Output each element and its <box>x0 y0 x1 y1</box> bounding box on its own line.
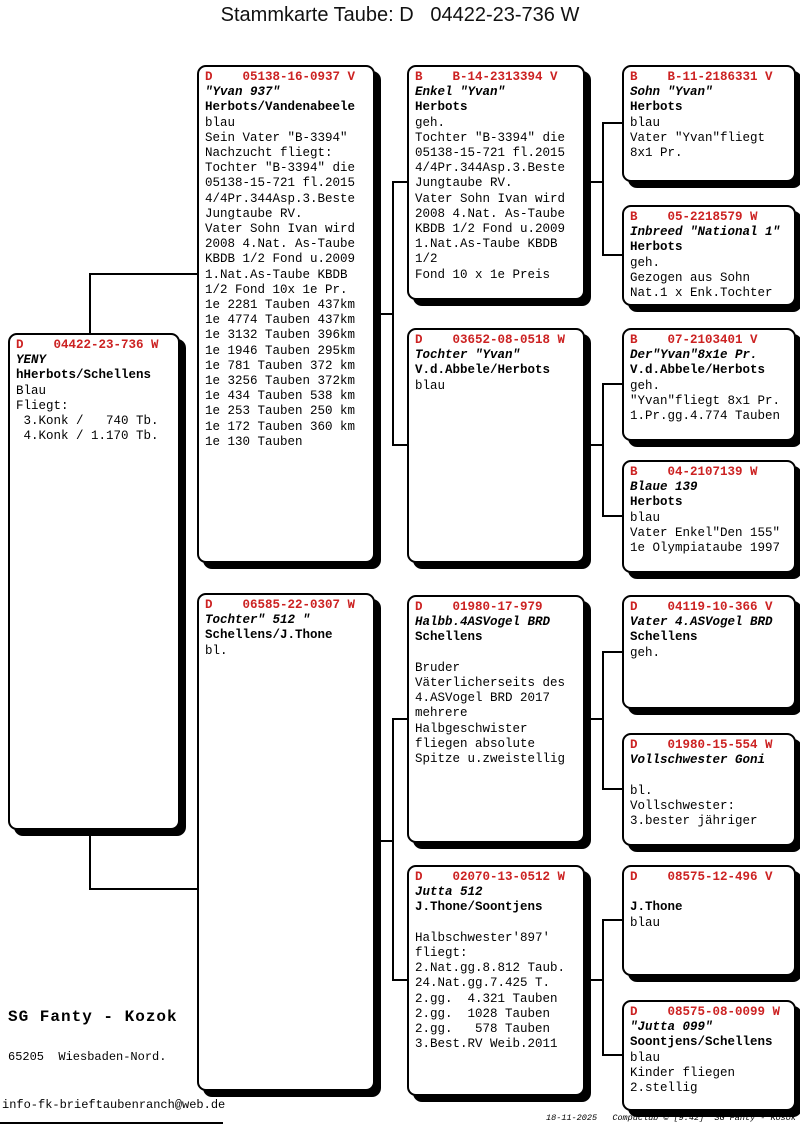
pigeon-name: YENY <box>16 353 47 368</box>
info-line: Vater Enkel"Den 155" <box>630 525 781 540</box>
info-line: 4.Konk / 1.170 Tb. <box>16 429 159 444</box>
ring-number: D 05138-16-0937 V <box>205 70 356 84</box>
info-line: 2.gg. 578 Tauben <box>415 1022 551 1037</box>
connector-line <box>89 273 197 275</box>
breeder-name <box>630 768 788 783</box>
info-line: 1e 781 Tauben 372 km <box>205 358 356 373</box>
ring-number: B 04-2107139 W <box>630 465 758 479</box>
info-line: fliegt: <box>415 946 468 961</box>
info-line <box>415 916 577 931</box>
info-line: 05138-15-721 fl.2015 <box>205 176 356 191</box>
pigeon-name: Inbreed "National 1" <box>630 225 781 240</box>
owner-address: 65205 Wiesbaden-Nord. <box>8 1050 167 1064</box>
breeder-name: Soontjens/Schellens <box>630 1035 773 1050</box>
pigeon-name: Tochter" 512 " <box>205 613 311 628</box>
info-line: Spitze u.zweistellig <box>415 752 566 767</box>
connector-line <box>602 122 622 124</box>
info-line: Fond 10 x 1e Preis <box>415 267 551 282</box>
pedigree-box-sire <box>197 65 375 563</box>
info-line: 2.Nat.gg.8.812 Taub. <box>415 961 566 976</box>
info-line: blau <box>630 1050 661 1065</box>
pedigree-box-subject <box>8 333 180 830</box>
pigeon-name: Halbb.4ASVogel BRD <box>415 615 551 630</box>
info-line: 1.Pr.gg.4.774 Tauben <box>630 409 781 424</box>
info-line: 1e 2281 Tauben 437km <box>205 298 356 313</box>
info-line: mehrere <box>415 706 468 721</box>
connector-line <box>602 651 604 790</box>
owner-email: info-fk-brieftaubenranch@web.de <box>2 1098 226 1112</box>
breeder-name: Schellens <box>630 630 698 645</box>
connector-line <box>602 788 622 790</box>
pedigree-box-sire-dam-sire <box>622 328 796 441</box>
info-line: Väterlicherseits des <box>415 676 566 691</box>
ring-number: D 06585-22-0307 W <box>205 598 356 612</box>
pedigree-box-sire-sire-dam <box>622 205 796 306</box>
breeder-name: V.d.Abbele/Herbots <box>415 363 551 378</box>
connector-line <box>392 718 407 720</box>
connector-line <box>602 383 604 517</box>
pedigree-box-dam-sire-dam <box>622 733 796 846</box>
connector-line <box>89 829 91 890</box>
info-line: Nat.1 x Enk.Tochter <box>630 286 773 301</box>
info-line: 1/2 <box>415 252 438 267</box>
info-line: 3.bester jähriger <box>630 814 758 829</box>
connector-line <box>602 919 604 1056</box>
info-line: 2.gg. 4.321 Tauben <box>415 991 558 1006</box>
ring-number: D 03652-08-0518 W <box>415 333 566 347</box>
pigeon-name <box>630 885 788 900</box>
owner-name: SG Fanty - Kozok <box>8 1008 178 1026</box>
pigeon-name: Enkel "Yvan" <box>415 85 506 100</box>
info-line: 05138-15-721 fl.2015 <box>415 146 566 161</box>
info-line: 1e 434 Tauben 538 km <box>205 389 356 404</box>
info-line: geh. <box>630 255 661 270</box>
info-line: 1e 1946 Tauben 295km <box>205 343 356 358</box>
info-line: Halbschwester'897' <box>415 930 551 945</box>
info-line: Nachzucht fliegt: <box>205 146 333 161</box>
info-line: Fliegt: <box>16 398 69 413</box>
info-line: KBDB 1/2 Fond u.2009 <box>205 252 356 267</box>
pigeon-name: Jutta 512 <box>415 885 483 900</box>
breeder-name: Herbots <box>415 100 468 115</box>
connector-line <box>89 888 197 890</box>
pigeon-name: Blaue 139 <box>630 480 698 495</box>
info-line: 2008 4.Nat. As-Taube <box>205 237 356 252</box>
info-line: geh. <box>630 378 661 393</box>
info-line: fliegen absolute <box>415 736 536 751</box>
info-line: Kinder fliegen <box>630 1065 736 1080</box>
connector-line <box>375 313 393 315</box>
connector-line <box>375 840 393 842</box>
pedigree-box-dam <box>197 593 375 1091</box>
info-line: Vater Sohn Ivan wird <box>415 191 566 206</box>
pigeon-name: Vollschwester Goni <box>630 753 766 768</box>
info-line: 2008 4.Nat. As-Taube <box>415 206 566 221</box>
info-line: "Yvan"fliegt 8x1 Pr. <box>630 393 781 408</box>
info-line: KBDB 1/2 Fond u.2009 <box>415 222 566 237</box>
pedigree-box-dam-dam <box>407 865 585 1096</box>
pigeon-name: Der"Yvan"8x1e Pr. <box>630 348 758 363</box>
ring-number: D 02070-13-0512 W <box>415 870 566 884</box>
info-line: 24.Nat.gg.7.425 T. <box>415 976 551 991</box>
breeder-name: Schellens <box>415 630 483 645</box>
connector-line <box>602 919 622 921</box>
info-line: Vater Sohn Ivan wird <box>205 222 356 237</box>
info-line: 1e Olympiataube 1997 <box>630 541 781 556</box>
info-line: Halbgeschwister <box>415 721 528 736</box>
info-line: geh. <box>415 115 446 130</box>
connector-line <box>0 1122 223 1124</box>
breeder-name: V.d.Abbele/Herbots <box>630 363 766 378</box>
connector-line <box>602 254 622 256</box>
connector-line <box>585 444 603 446</box>
pedigree-box-dam-sire <box>407 595 585 843</box>
connector-line <box>392 181 407 183</box>
info-line: Tochter "B-3394" die <box>415 130 566 145</box>
info-line: geh. <box>630 645 661 660</box>
info-line: blau <box>630 915 661 930</box>
connector-line <box>392 444 407 446</box>
info-line: bl. <box>205 643 228 658</box>
ring-number: B B-11-2186331 V <box>630 70 773 84</box>
breeder-name: Herbots/Vandenabeele <box>205 100 356 115</box>
breeder-name: Herbots <box>630 100 683 115</box>
pedigree-box-dam-dam-sire <box>622 865 796 976</box>
info-line: 3.Konk / 740 Tb. <box>16 414 159 429</box>
pigeon-name: "Jutta 099" <box>630 1020 713 1035</box>
ring-number: D 08575-08-0099 W <box>630 1005 781 1019</box>
pigeon-name: "Yvan 937" <box>205 85 281 100</box>
breeder-name: hHerbots/Schellens <box>16 368 152 383</box>
ring-number: B B-14-2313394 V <box>415 70 558 84</box>
ring-number: D 01980-17-979 <box>415 600 543 614</box>
info-line: Jungtaube RV. <box>205 206 303 221</box>
info-line: 1.Nat.As-Taube KBDB <box>415 237 558 252</box>
breeder-name: Herbots <box>630 495 683 510</box>
pedigree-box-sire-dam <box>407 328 585 563</box>
info-line: 1e 4774 Tauben 437km <box>205 313 356 328</box>
breeder-name: J.Thone <box>630 900 683 915</box>
info-line: 1e 3132 Tauben 396km <box>205 328 356 343</box>
info-line: Sein Vater "B-3394" <box>205 130 348 145</box>
breeder-name: J.Thone/Soontjens <box>415 900 543 915</box>
info-line: Vollschwester: <box>630 798 736 813</box>
info-line: 8x1 Pr. <box>630 146 683 161</box>
connector-line <box>602 1054 622 1056</box>
info-line: 4/4Pr.344Asp.3.Beste <box>205 191 356 206</box>
info-line: 1.Nat.As-Taube KBDB <box>205 267 348 282</box>
breeder-name: Herbots <box>630 240 683 255</box>
print-info: 18-11-2025 Compuclub © [9.42] SG Fanty - Kosok <box>546 1113 796 1123</box>
connector-line <box>585 979 603 981</box>
info-line <box>415 646 577 661</box>
info-line: 1/2 Fond 10x 1e Pr. <box>205 282 348 297</box>
info-line: blau <box>630 510 661 525</box>
ring-number: B 07-2103401 V <box>630 333 758 347</box>
page-title: Stammkarte Taube: D 04422-23-736 W <box>220 4 580 26</box>
info-line: 3.Best.RV Weib.2011 <box>415 1037 558 1052</box>
ring-number: D 04119-10-366 V <box>630 600 773 614</box>
connector-line <box>602 383 622 385</box>
connector-line <box>392 979 407 981</box>
info-line: blau <box>630 115 661 130</box>
info-line: Vater "Yvan"fliegt <box>630 130 766 145</box>
info-line: 1e 130 Tauben <box>205 434 303 449</box>
info-line: Tochter "B-3394" die <box>205 161 356 176</box>
info-line: blau <box>415 378 446 393</box>
info-line: bl. <box>630 783 653 798</box>
pedigree-box-dam-dam-dam <box>622 1000 796 1111</box>
pigeon-name: Vater 4.ASVogel BRD <box>630 615 773 630</box>
info-line: 1e 253 Tauben 250 km <box>205 404 356 419</box>
pedigree-box-sire-dam-dam <box>622 460 796 573</box>
info-line: 4.ASVogel BRD 2017 <box>415 691 551 706</box>
ring-number: D 04422-23-736 W <box>16 338 159 352</box>
pigeon-name: Tochter "Yvan" <box>415 348 521 363</box>
info-line: 4/4Pr.344Asp.3.Beste <box>415 161 566 176</box>
connector-line <box>585 181 603 183</box>
breeder-name: Schellens/J.Thone <box>205 628 333 643</box>
connector-line <box>585 718 603 720</box>
info-line: 1e 3256 Tauben 372km <box>205 374 356 389</box>
connector-line <box>602 651 622 653</box>
connector-line <box>602 515 622 517</box>
connector-line <box>602 122 604 256</box>
pigeon-name: Sohn "Yvan" <box>630 85 713 100</box>
info-line: 2.gg. 1028 Tauben <box>415 1006 551 1021</box>
info-line: 2.stellig <box>630 1081 698 1096</box>
info-line: Jungtaube RV. <box>415 176 513 191</box>
connector-line <box>89 273 91 335</box>
pedigree-box-sire-sire-sire <box>622 65 796 182</box>
pedigree-box-sire-sire <box>407 65 585 300</box>
info-line: Blau <box>16 383 47 398</box>
info-line: Gezogen aus Sohn <box>630 270 751 285</box>
info-line: Bruder <box>415 660 461 675</box>
ring-number: D 08575-12-496 V <box>630 870 773 884</box>
info-line: blau <box>205 115 236 130</box>
connector-line <box>392 181 394 446</box>
ring-number: B 05-2218579 W <box>630 210 758 224</box>
ring-number: D 01980-15-554 W <box>630 738 773 752</box>
connector-line <box>392 718 394 981</box>
pedigree-box-dam-sire-sire <box>622 595 796 709</box>
info-line: 1e 172 Tauben 360 km <box>205 419 356 434</box>
